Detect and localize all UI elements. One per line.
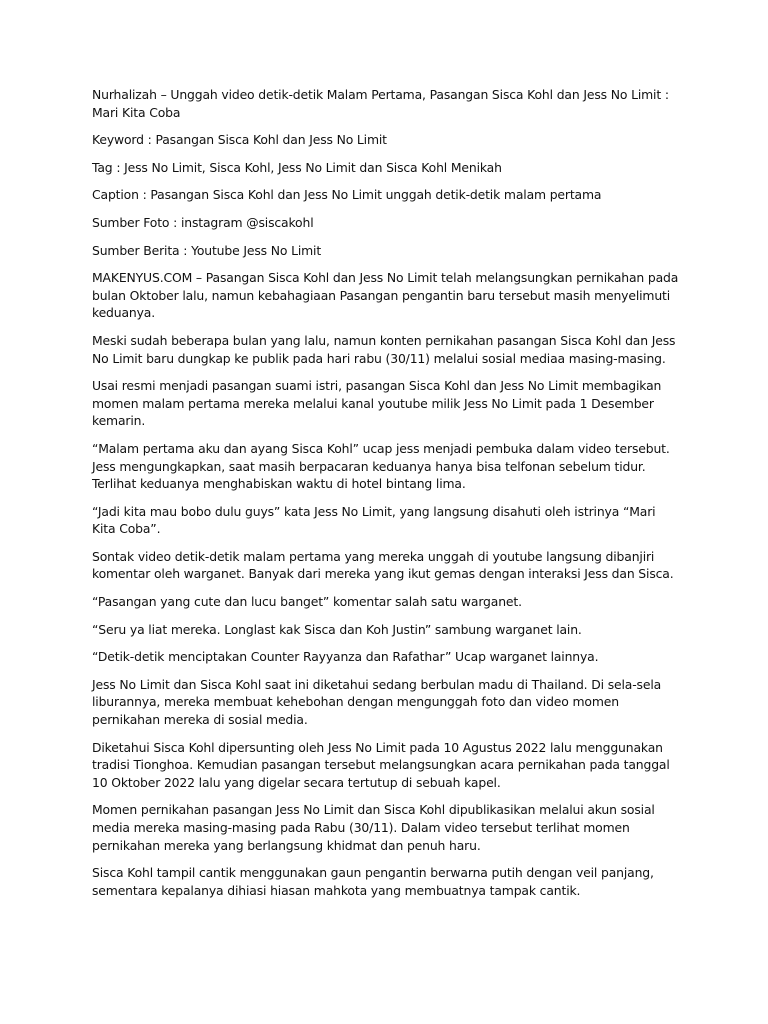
news-source-line: Sumber Berita : Youtube Jess No Limit bbox=[92, 242, 322, 258]
photo-source-line: Sumber Foto : instagram @siscakohl bbox=[92, 214, 314, 230]
paragraph: “Jadi kita mau bobo dulu guys” kata Jess No Limit, yang langsung disahuti oleh istrinya “Mari Kita Coba”. bbox=[92, 503, 656, 537]
document-body bbox=[92, 86, 682, 909]
caption-line: Caption : Pasangan Sisca Kohl dan Jess No Limit unggah detik-detik malam pertama bbox=[92, 187, 602, 203]
site-brand: MAKENYUS.COM bbox=[92, 270, 193, 286]
lead-text: – Pasangan Sisca Kohl dan Jess No Limit telah melangsungkan pernikahan pada bulan Oktober lalu, namun kebahagiaan Pasangan pengantin baru tersebut masih menyelimuti keduanya. bbox=[92, 270, 679, 321]
article-title: Nurhalizah – Unggah video detik-detik Malam Pertama, Pasangan Sisca Kohl dan Jess No Limit : Mari Kita Coba bbox=[92, 87, 669, 120]
paragraph: Usai resmi menjadi pasangan suami istri, pasangan Sisca Kohl dan Jess No Limit membagikan momen malam pertama mereka melalui kanal youtube milik Jess No Limit pada 1 Desember kemarin. bbox=[92, 378, 662, 429]
paragraph: “Pasangan yang cute dan lucu banget” komentar salah satu warganet. bbox=[92, 594, 522, 610]
paragraph: Sisca Kohl tampil cantik menggunakan gaun pengantin berwarna putih dengan veil panjang, sementara kepalanya dihiasi hiasan mahkota yang membuatnya tampak cantik. bbox=[92, 865, 654, 898]
paragraph: Meski sudah beberapa bulan yang lalu, namun konten pernikahan pasangan Sisca Kohl dan Jess No Limit baru dungkap ke publik pada hari rabu (30/11) melalui sosial mediaa masing-masing. bbox=[92, 332, 676, 366]
paragraph: Momen pernikahan pasangan Jess No Limit dan Sisca Kohl dipublikasikan melalui akun sosial media mereka masing-masing pada Rabu (30/11). Dalam video tersebut terlihat momen pernikahan mereka yang berlangsung khidmat dan penuh haru. bbox=[92, 802, 655, 853]
tag-line: Tag : Jess No Limit, Sisca Kohl, Jess No Limit dan Sisca Kohl Menikah bbox=[92, 159, 502, 175]
lead-paragraph bbox=[92, 269, 682, 322]
paragraph: “Malam pertama aku dan ayang Sisca Kohl” ucap jess menjadi pembuka dalam video tersebut. Jess mengungkapkan, saat masih berpacaran keduanya hanya bisa telfonan sebelum tidur. Terlihat keduanya menghabiskan waktu di hotel bintang lima. bbox=[92, 440, 670, 492]
paragraph: Sontak video detik-detik malam pertama yang mereka unggah di youtube langsung dibanjiri komentar oleh warganet. Banyak dari mereka yang ikut gemas dengan interaksi Jess dan Sisca. bbox=[92, 548, 674, 582]
keyword-line: Keyword : Pasangan Sisca Kohl dan Jess No Limit bbox=[92, 132, 387, 148]
paragraph: “Detik-detik menciptakan Counter Rayyanza dan Rafathar” Ucap warganet lainnya. bbox=[92, 649, 599, 665]
paragraph: Jess No Limit dan Sisca Kohl saat ini diketahui sedang berbulan madu di Thailand. Di sela-sela liburannya, mereka membuat kehebohan dengan mengunggah foto dan video momen pernikahan mereka di sosial media. bbox=[92, 676, 662, 728]
paragraph: “Seru ya liat mereka. Longlast kak Sisca dan Koh Justin” sambung warganet lain. bbox=[92, 621, 582, 637]
paragraph: Diketahui Sisca Kohl dipersunting oleh Jess No Limit pada 10 Agustus 2022 lalu menggunakan tradisi Tionghoa. Kemudian pasangan tersebut melangsungkan acara pernikahan pada tanggal 10 Oktober 2022 lalu yang digelar secara tertutup di sebuah kapel. bbox=[92, 739, 670, 790]
